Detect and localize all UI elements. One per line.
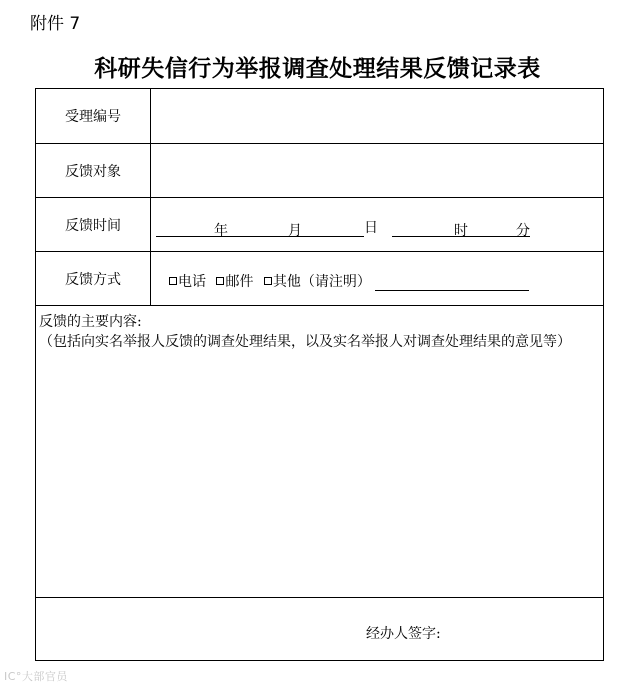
form-title: 科研失信行为举报调查处理结果反馈记录表 xyxy=(94,55,541,82)
time-fill-line xyxy=(156,217,530,237)
blank-year[interactable] xyxy=(156,220,214,237)
checkbox-other[interactable] xyxy=(264,277,272,285)
checkbox-mail[interactable] xyxy=(216,277,224,285)
unit-month: 月 xyxy=(288,220,302,237)
field-feedback-method xyxy=(151,252,603,305)
option-phone-label: 电话 xyxy=(178,274,206,290)
label-feedback-method: 反馈方式 xyxy=(36,252,151,305)
content-note: （包括向实名举报人反馈的调查处理结果，以及实名举报人对调查处理结果的意见等） xyxy=(39,334,571,350)
blank-other-specify[interactable] xyxy=(375,274,529,291)
label-acceptance-number: 受理编号 xyxy=(36,89,151,143)
row-feedback-target xyxy=(36,144,603,198)
blank-minute[interactable] xyxy=(468,220,516,237)
label-feedback-time: 反馈时间 xyxy=(36,198,151,251)
row-feedback-method xyxy=(36,252,603,306)
attachment-number: 附件 7 xyxy=(30,14,81,34)
method-options xyxy=(169,271,529,291)
label-feedback-target: 反馈对象 xyxy=(36,144,151,197)
content-instructions xyxy=(39,312,601,352)
field-feedback-time xyxy=(151,198,603,251)
blank-month[interactable] xyxy=(228,220,288,237)
label-handler-signature: 经办人签字: xyxy=(366,626,441,642)
checkbox-phone[interactable] xyxy=(169,277,177,285)
field-feedback-target[interactable] xyxy=(151,144,603,197)
field-acceptance-number[interactable] xyxy=(151,89,603,143)
unit-year: 年 xyxy=(214,220,228,237)
blank-day[interactable] xyxy=(302,220,364,237)
option-other-label: 其他（请注明） xyxy=(272,274,371,290)
row-feedback-content[interactable] xyxy=(36,306,603,598)
watermark-logo: IC°大部官员 xyxy=(4,670,68,683)
row-acceptance-number xyxy=(36,89,603,144)
row-handler-signature[interactable] xyxy=(36,598,603,660)
row-feedback-time xyxy=(36,198,603,252)
blank-hour[interactable] xyxy=(392,220,454,237)
unit-minute: 分 xyxy=(516,220,530,237)
feedback-record-table xyxy=(35,88,604,661)
content-label: 反馈的主要内容: xyxy=(39,314,142,330)
unit-day: 日 xyxy=(364,220,378,236)
option-mail-label: 邮件 xyxy=(225,274,254,290)
unit-hour: 时 xyxy=(454,220,468,237)
